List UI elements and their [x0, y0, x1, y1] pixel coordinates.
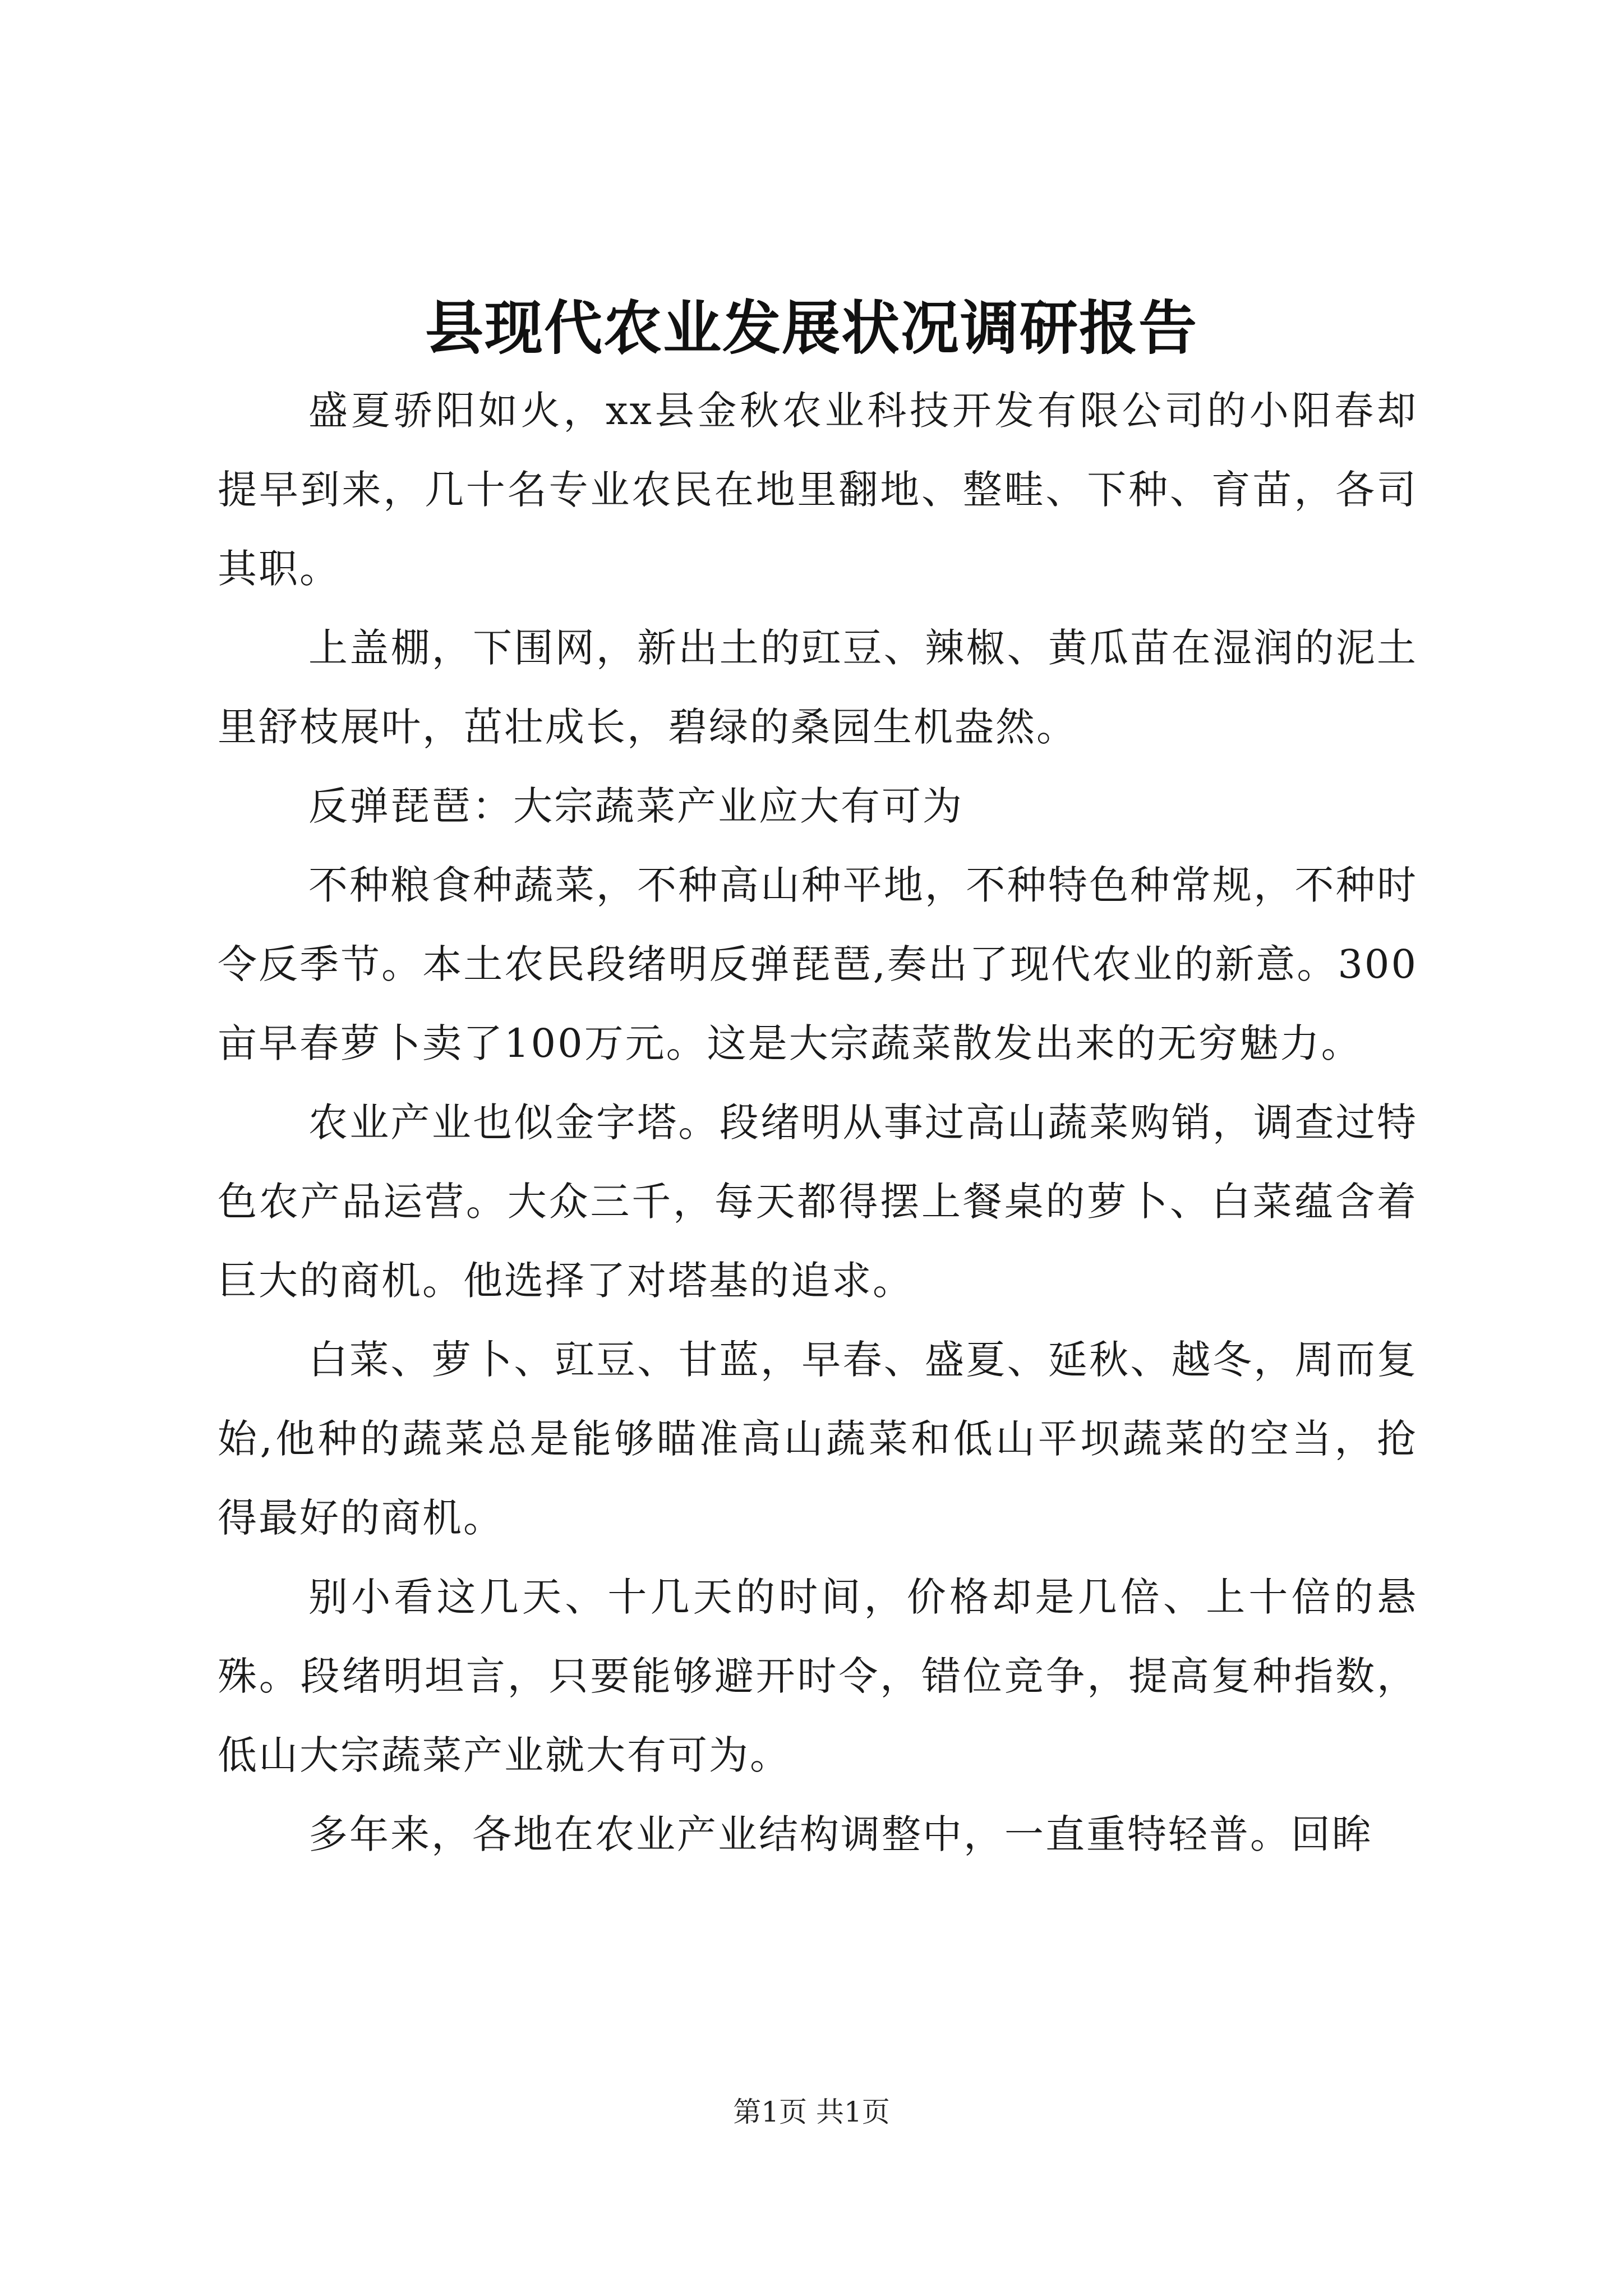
document-body [218, 371, 1418, 1874]
paragraph: 白菜、萝卜、豇豆、甘蓝，早春、盛夏、延秋、越冬，周而复始,他种的蔬菜总是能够瞄准高山蔬菜和低山平坝蔬菜的空当，抢得最好的商机。 [218, 1337, 1418, 1541]
paragraph: 农业产业也似金字塔。段绪明从事过高山蔬菜购销，调查过特色农产品运营。大众三千，每天都得摆上餐桌的萝卜、白菜蕴含着巨大的商机。他选择了对塔基的追求。 [218, 1099, 1418, 1304]
section-heading: 反弹琵琶：大宗蔬菜产业应大有可为 [308, 783, 963, 829]
paragraph: 不种粮食种蔬菜，不种高山种平地，不种特色种常规，不种时令反季节。本土农民段绪明反弹琵琶,奏出了现代农业的新意。300亩早春萝卜卖了100万元。这是大宗蔬菜散发出来的无穷魅力。 [218, 862, 1418, 1066]
paragraph: 上盖棚，下围网，新出土的豇豆、辣椒、黄瓜苗在湿润的泥土里舒枝展叶，茁壮成长，碧绿的桑园生机盎然。 [218, 625, 1418, 750]
document-title: 县现代农业发展状况调研报告 [425, 293, 1198, 362]
paragraph: 盛夏骄阳如火，xx县金秋农业科技开发有限公司的小阳春却提早到来，几十名专业农民在地里翻地、整畦、下种、育苗，各司其职。 [218, 388, 1418, 592]
paragraph: 多年来，各地在农业产业结构调整中，一直重特轻普。回眸 [308, 1811, 1373, 1857]
page-footer: 第1页 共1页 [733, 2096, 890, 2128]
paragraph: 别小看这几天、十几天的时间，价格却是几倍、上十倍的悬殊。段绪明坦言，只要能够避开时令，错位竞争，提高复种指数，低山大宗蔬菜产业就大有可为。 [218, 1574, 1418, 1778]
